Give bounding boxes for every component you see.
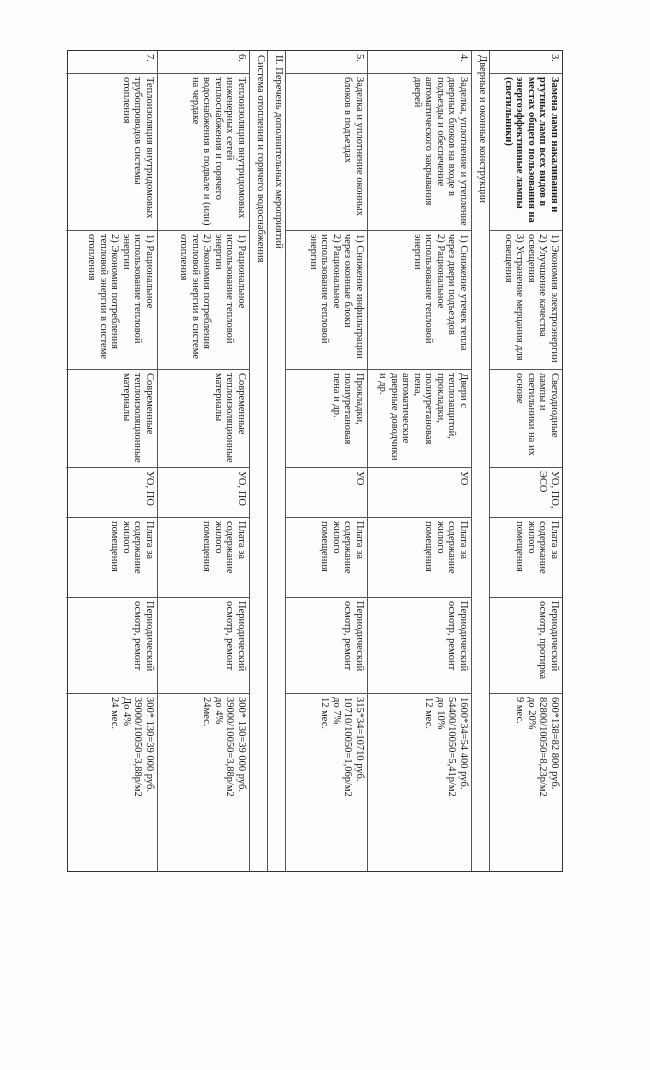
- measure-source: Плата за содержание жилого помещения: [66, 517, 157, 597]
- measure-source: Плата за содержание жилого помещения: [286, 517, 367, 597]
- measure-work: Периодический осмотр, ремонт: [286, 597, 367, 693]
- measure-effect: 300* 130=39 000 руб. 39000/10050=3,88р/м2 До 4% 24 мес.: [66, 693, 157, 873]
- measure-effect: 1600*34=54 400 руб. 54400/10050=5,41р/м2 до 10% 12 мес.: [368, 693, 471, 873]
- measure-effect: 315*34=10710 руб. 10710/10050=1,06р/м2 до 7% 12 мес.: [286, 693, 367, 873]
- measure-executor: УО: [286, 467, 367, 517]
- table-row: [286, 51, 368, 871]
- measure-work: Периодический осмотр, протирка: [490, 597, 562, 693]
- measure-goal: 1) Снижение инфильтрации через оконные блоки 2) Рациональное использование тепловой энергии: [286, 230, 367, 369]
- table-row: [490, 51, 562, 871]
- measure-name: Теплоизоляция внутридомовых инженерных сетей теплоснабжения и горячего водоснабжения в подвале и (или) на чердаке: [158, 73, 249, 230]
- row-number: 7.: [144, 54, 155, 62]
- section-heading-doors: Дверные и оконные конструкции: [472, 51, 490, 871]
- measure-source: Плата за содержание жилого помещения: [158, 517, 249, 597]
- measure-materials: Двери с теплозащитой, прокладки, полиуретановая пена, автоматические дверные доводчики и др.: [368, 369, 471, 467]
- measure-name: Заделка, уплотнение и утепление дверных блоков на входе в подъезды и обеспечение автоматического закрывания дверей: [368, 73, 471, 230]
- row-number: 6.: [236, 54, 247, 62]
- measure-executor: УО: [368, 467, 471, 517]
- row-number: 4.: [458, 54, 469, 62]
- table-row: [158, 51, 250, 871]
- section-heading-part2: II. Перечень дополнительных мероприятий: [268, 51, 286, 871]
- measure-work: Периодический осмотр, ремонт: [158, 597, 249, 693]
- measure-executor: УО, ПО: [66, 467, 157, 517]
- measure-source: Плата за содержание жилого помещения: [490, 517, 562, 597]
- measure-effect: 600*138=82 800 руб. 82800/10050=8,23р/м2 до 20% 9 мес.: [490, 693, 562, 873]
- measure-name: Замена ламп накаливания и ртутных ламп всех видов в местах общего пользования на энергоэффективные лампы (светильники): [490, 73, 562, 230]
- measure-materials: Современные теплоизоляционные материалы: [66, 369, 157, 467]
- measure-source: Плата за содержание жилого помещения: [368, 517, 471, 597]
- measure-name: Теплоизоляция внутридомовых трубопроводов системы отопления: [66, 73, 157, 230]
- table-row: [66, 51, 158, 871]
- measure-executor: УО, ПО, ЭСО: [490, 467, 562, 517]
- measure-effect: 300* 130=39 000 руб. 39000/10050=3,88р/м2 до 4% 24мес.: [158, 693, 249, 873]
- measure-work: Периодический осмотр, ремонт: [368, 597, 471, 693]
- measure-goal: 1) Рациональное использование тепловой энергии 2) Экономия потребления тепловой энергии в системе отопления: [66, 230, 157, 369]
- measure-materials: Современные теплоизоляционные материалы: [158, 369, 249, 467]
- section-heading-heating: Система отопления и горячего водоснабжения: [250, 51, 268, 871]
- measure-goal: 1) Снижение утечек тепла через двери подъездов 2) Рациональное использование тепловой энергии: [368, 230, 471, 369]
- measures-table: [67, 50, 563, 872]
- measure-work: Периодический осмотр, ремонт: [66, 597, 157, 693]
- measure-name: Заделка и уплотнение оконных блоков в подъездах: [286, 73, 367, 230]
- table-row: [368, 51, 472, 871]
- measure-goal: 1) Экономия электроэнергии 2) Улучшение качества освещения 3) Устранение мерцания для освещения: [490, 230, 562, 369]
- measure-executor: УО, ПО: [158, 467, 249, 517]
- row-number: 3.: [549, 54, 560, 62]
- measure-materials: Прокладки, полиуретановая пена и др.: [286, 369, 367, 467]
- measure-materials: Светодиодные лампы и светильники на их основе: [490, 369, 562, 467]
- measure-goal: 1) Рациональное использование тепловой энергии 2) Экономия потребления тепловой энергии в системе отопления: [158, 230, 249, 369]
- row-number: 5.: [354, 54, 365, 62]
